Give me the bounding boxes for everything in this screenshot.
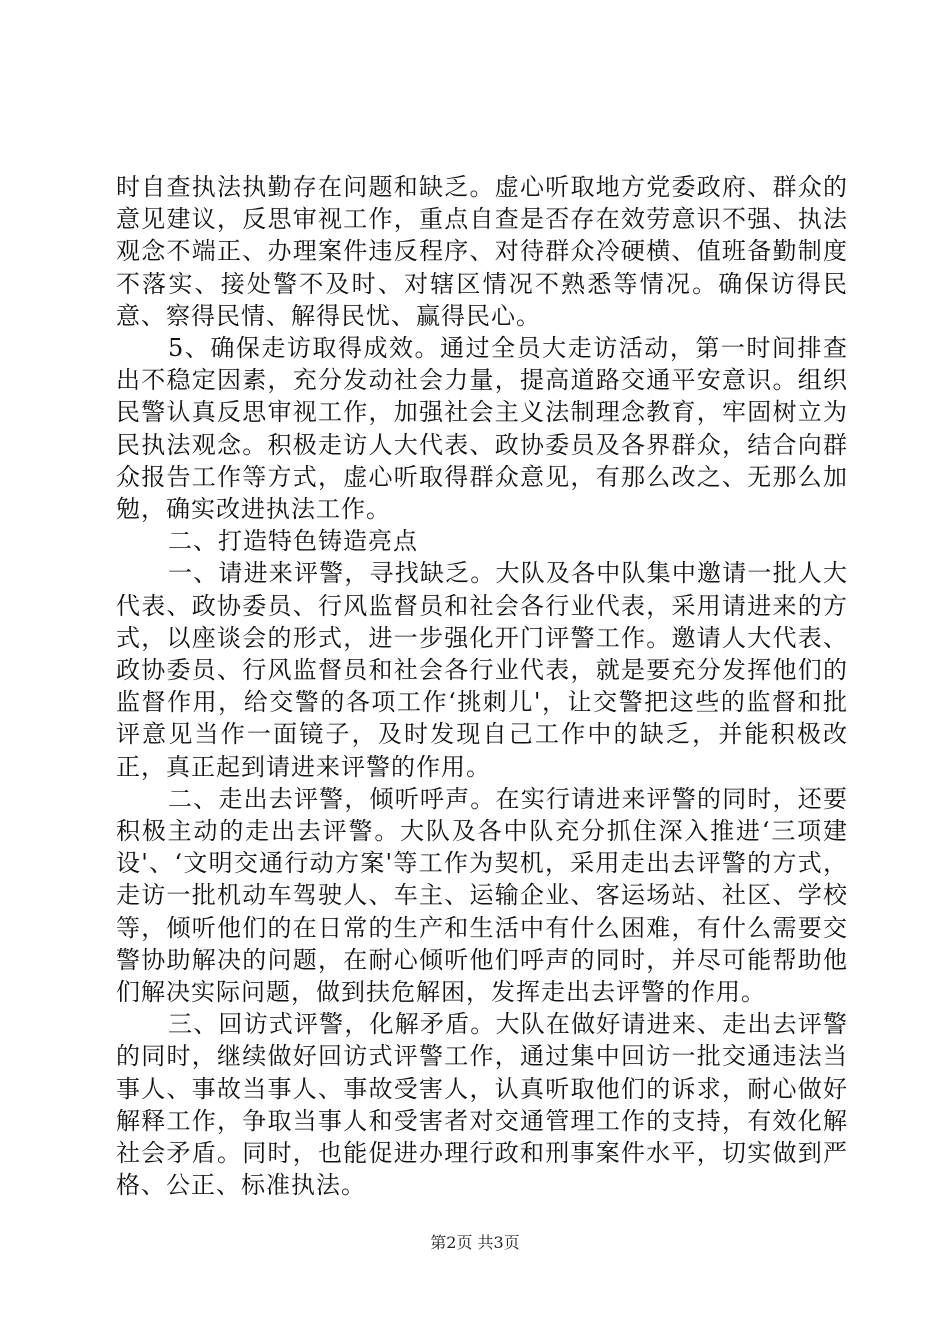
paragraph-point-2: 二、走出去评警，倾听呼声。在实行请进来评警的同时，还要积极主动的走出去评警。大队及各中队充分抓住深入推进‘三项建设'、‘文明交通行动方案'等工作为契机，采用走出去评警的方式，走访一批机动车驾驶人、车主、运输企业、客运场站、社区、学校等，倾听他们的在日常的生产和生活中有什么困难，有什么需要交警协助解决的问题，在耐心倾听他们呼声的同时，并尽可能帮助他们解决实际问题，做到扶危解困，发挥走出去评警的作用。 xyxy=(116,784,848,1007)
page-footer: 第2页 共3页 xyxy=(430,1233,520,1252)
paragraph-point-1: 一、请进来评警，寻找缺乏。大队及各中队集中邀请一批人大代表、政协委员、行风监督员和社会各行业代表，采用请进来的方式，以座谈会的形式，进一步强化开门评警工作。邀请人大代表、政协委员、行风监督员和社会各行业代表，就是要充分发挥他们的监督作用，给交警的各项工作‘挑刺儿'，让交警把这些的监督和批评意见当作一面镜子，及时发现自己工作中的缺乏，并能积极改正，真正起到请进来评警的作用。 xyxy=(116,559,848,781)
section-heading: 二、打造特色铸造亮点 xyxy=(168,527,418,556)
document-body xyxy=(116,171,848,1202)
paragraph-continuation: 时自查执法执勤存在问题和缺乏。虚心听取地方党委政府、群众的意见建议，反思审视工作，重点自查是否存在效劳意识不强、执法观念不端正、办理案件违反程序、对待群众冷硬横、值班备勤制度不落实、接处警不及时、对辖区情况不熟悉等情况。确保访得民意、察得民情、解得民忧、赢得民心。 xyxy=(116,173,848,330)
paragraph-point-3: 三、回访式评警，化解矛盾。大队在做好请进来、走出去评警的同时，继续做好回访式评警工作，通过集中回访一批交通违法当事人、事故当事人、事故受害人，认真听取他们的诉求，耐心做好解释工作，争取当事人和受害者对交通管理工作的支持，有效化解社会矛盾。同时，也能促进办理行政和刑事案件水平，切实做到严格、公正、标准执法。 xyxy=(116,1010,848,1200)
paragraph-item-5: 5、确保走访取得成效。通过全员大走访活动，第一时间排查出不稳定因素，充分发动社会力量，提高道路交通平安意识。组织民警认真反思审视工作，加强社会主义法制理念教育，牢固树立为民执法观念。积极走访人大代表、政协委员及各界群众，结合向群众报告工作等方式，虚心听取得群众意见，有那么改之、无那么加勉，确实改进执法工作。 xyxy=(116,334,848,524)
